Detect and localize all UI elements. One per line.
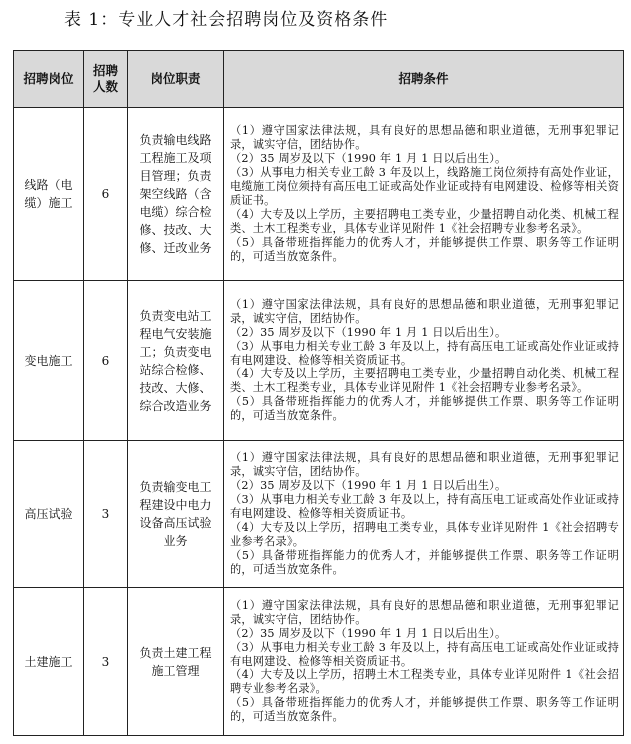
table-row [14,281,624,441]
requirement-item: （2）35 周岁及以下（1990 年 1 月 1 日以后出生）。 [230,479,507,493]
requirement-item: （2）35 周岁及以下（1990 年 1 月 1 日以后出生）。 [230,325,507,339]
post-requirements [224,441,624,588]
header-post: 招聘岗位 [14,51,84,108]
table-header-row [14,51,624,108]
page-title: 表 1：专业人才社会招聘岗位及资格条件 [64,10,389,30]
requirement-item: （1）遵守国家法律法规，具有良好的思想品德和职业道德，无刑事犯罪记录，诚实守信，团结协作。 [230,598,619,626]
post-name: 土建施工 [14,588,84,736]
requirement-item: （4）大专及以上学历，招聘土木工程类专业，具体专业详见附件 1《社会招聘专业参考名录》。 [230,668,619,696]
requirement-item: （4）大专及以上学历，招聘电工类专业，具体专业详见附件 1《社会招聘专业参考名录》。 [230,520,619,548]
requirement-item: （3）从事电力相关专业工龄 3 年及以上，线路施工岗位须持有高处作业证，电缆施工岗位须持有高压电工证或高处作业证或持有电网建设、检修等相关资质证书。 [230,166,619,207]
header-requirements: 招聘条件 [224,51,624,108]
post-count: 3 [84,588,128,736]
requirement-item: （3）从事电力相关专业工龄 3 年及以上，持有高压电工证或高处作业证或持有电网建设、检修等相关资质证书。 [230,339,619,367]
requirement-item: （1）遵守国家法律法规，具有良好的思想品德和职业道德，无刑事犯罪记录，诚实守信，团结协作。 [230,124,619,152]
post-duty: 负责变电站工程电气安装施工；负责变电站综合检修、技改、大修、综合改造业务 [128,281,224,441]
requirement-item: （1）遵守国家法律法规，具有良好的思想品德和职业道德，无刑事犯罪记录，诚实守信，团结协作。 [230,297,619,325]
table-row [14,108,624,281]
post-count: 6 [84,281,128,441]
post-requirements [224,281,624,441]
post-name: 线路（电缆）施工 [14,108,84,281]
requirement-item: （5）具备带班指挥能力的优秀人才，并能够提供工作票、职务等工作证明的，可适当放宽条件。 [230,548,619,576]
table-row [14,441,624,588]
requirement-item: （2）35 周岁及以下（1990 年 1 月 1 日以后出生）。 [230,626,507,640]
requirement-item: （5）具备带班指挥能力的优秀人才，并能够提供工作票、职务等工作证明的，可适当放宽条件。 [230,696,619,724]
post-duty: 负责输变电工程建设中电力设备高压试验业务 [128,441,224,588]
post-requirements [224,588,624,736]
requirement-item: （3）从事电力相关专业工龄 3 年及以上，持有高压电工证或高处作业证或持有电网建设、检修等相关资质证书。 [230,640,619,668]
recruitment-table [13,50,624,736]
post-count: 3 [84,441,128,588]
requirement-item: （5）具备带班指挥能力的优秀人才，并能够提供工作票、职务等工作证明的，可适当放宽条件。 [230,395,619,423]
post-duty: 负责输电线路工程施工及项目管理；负责架空线路（含电缆）综合检修、技改、大修、迁改业务 [128,108,224,281]
requirement-item: （5）具备带班指挥能力的优秀人才，并能够提供工作票、职务等工作证明的，可适当放宽条件。 [230,235,619,263]
requirement-item: （1）遵守国家法律法规，具有良好的思想品德和职业道德，无刑事犯罪记录，诚实守信，团结协作。 [230,451,619,479]
post-name: 变电施工 [14,281,84,441]
requirement-item: （4）大专及以上学历，主要招聘电工类专业，少量招聘自动化类、机械工程类、土木工程类专业，具体专业详见附件 1《社会招聘专业参考名录》。 [230,207,619,235]
post-requirements [224,108,624,281]
header-count: 招聘人数 [84,51,128,108]
post-name: 高压试验 [14,441,84,588]
post-duty: 负责土建工程施工管理 [128,588,224,736]
header-duty: 岗位职责 [128,51,224,108]
requirement-item: （4）大专及以上学历，主要招聘电工类专业，少量招聘自动化类、机械工程类、土木工程类专业，具体专业详见附件 1《社会招聘专业参考名录》。 [230,367,619,395]
requirement-item: （3）从事电力相关专业工龄 3 年及以上，持有高压电工证或高处作业证或持有电网建设、检修等相关资质证书。 [230,493,619,521]
post-count: 6 [84,108,128,281]
table-row [14,588,624,736]
requirement-item: （2）35 周岁及以下（1990 年 1 月 1 日以后出生）。 [230,152,507,166]
